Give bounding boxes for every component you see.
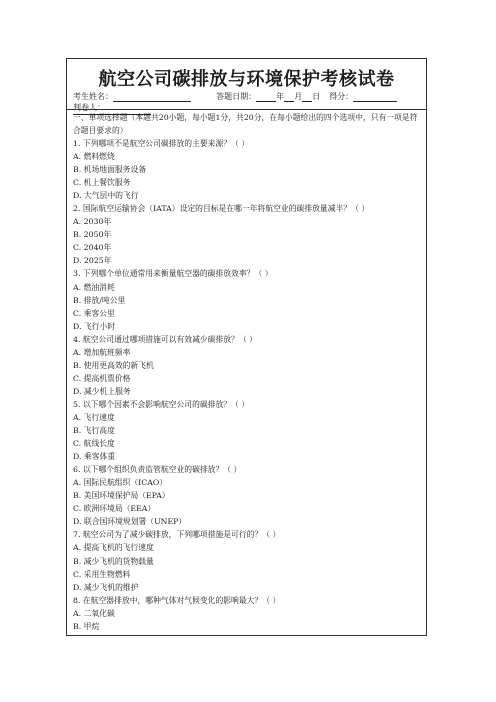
answer-option[interactable]: D. 飞行小时 — [73, 321, 116, 331]
answer-option[interactable]: A. 飞行速度 — [73, 412, 115, 422]
question-stem: 4. 航空公司通过哪项措施可以有效减少碳排放？（ ） — [73, 334, 257, 344]
question-stem: 5. 以下哪个因素不会影响航空公司的碳排放？（ ） — [73, 399, 250, 409]
date-label: 答题日期： — [216, 92, 257, 101]
answer-option[interactable]: D. 减少飞机的维护 — [73, 582, 139, 592]
grader-label: 判卷人： — [73, 103, 105, 112]
answer-option[interactable]: B. 使用更高效的新飞机 — [73, 360, 154, 370]
answer-option[interactable]: B. 飞行高度 — [73, 426, 115, 436]
answer-option[interactable]: C. 航线长度 — [73, 439, 115, 449]
answer-option[interactable]: A. 国际民航组织（ICAO） — [73, 478, 168, 488]
answer-option[interactable]: A. 燃油消耗 — [73, 282, 115, 292]
answer-option[interactable]: C. 提高机票价格 — [73, 373, 131, 383]
answer-option[interactable]: B. 甲烷 — [73, 621, 100, 631]
name-label: 考生姓名： — [73, 92, 113, 101]
year-field[interactable] — [256, 92, 276, 102]
answer-option[interactable]: D. 减少机上服务 — [73, 386, 131, 396]
day-field[interactable] — [302, 92, 312, 102]
question-list — [73, 111, 420, 633]
answer-option[interactable]: A. 增加航班频率 — [73, 347, 131, 357]
answer-option[interactable]: B. 减少飞机的货物载量 — [73, 556, 154, 566]
year-label: 年 — [276, 92, 285, 101]
answer-option[interactable]: C. 采用生物燃料 — [73, 569, 131, 579]
answer-option[interactable]: B. 2050年 — [73, 230, 112, 240]
answer-option[interactable]: B. 美国环境保护局（EPA） — [73, 491, 170, 501]
header-divider — [67, 109, 426, 110]
answer-option[interactable]: C. 乘客公里 — [73, 308, 115, 318]
answer-option[interactable]: C. 机上餐饮服务 — [73, 178, 131, 188]
month-label: 月 — [294, 92, 303, 101]
answer-option[interactable]: B. 排放/吨公里 — [73, 295, 126, 305]
question-stem: 7. 航空公司为了减少碳排放，下列哪项措施是可行的？（ ） — [73, 530, 281, 540]
answer-option[interactable]: C. 欧洲环境局（EEA） — [73, 504, 156, 514]
answer-option[interactable]: A. 提高飞机的飞行速度 — [73, 543, 154, 553]
answer-option[interactable]: D. 2025年 — [73, 256, 112, 266]
section-instruction: 一、单项选择题（本题共20小题，每小题1分，共20分，在每小题给出的四个选项中，只有一项是符合题目要求的） — [73, 113, 418, 135]
name-field[interactable] — [113, 92, 191, 102]
exam-title: 航空公司碳排放与环境保护考核试卷 — [98, 69, 395, 90]
score-field[interactable] — [353, 92, 397, 102]
answer-option[interactable]: B. 机场地面服务设备 — [73, 165, 147, 175]
question-stem: 8. 在航空器排放中，哪种气体对气候变化的影响最大？（ ） — [73, 595, 281, 605]
answer-option[interactable]: A. 燃料燃烧 — [73, 152, 115, 162]
question-stem: 3. 下列哪个单位通常用来衡量航空器的碳排放效率？（ ） — [73, 269, 273, 279]
question-stem: 2. 国际航空运输协会（IATA）设定的目标是在哪一年将航空业的碳排放量减半？（ ） — [73, 204, 370, 214]
answer-option[interactable]: D. 联合国环境规划署（UNEP） — [73, 517, 187, 527]
score-label: 得分： — [329, 92, 354, 101]
answer-option[interactable]: D. 大气层中的飞行 — [73, 191, 139, 201]
month-field[interactable] — [284, 92, 294, 102]
question-stem: 1. 下列哪项不是航空公司碳排放的主要来源？（ ） — [73, 139, 250, 148]
exam-paper — [66, 58, 427, 636]
answer-option[interactable]: A. 二氧化碳 — [73, 608, 115, 618]
answer-option[interactable]: D. 乘客体重 — [73, 452, 116, 462]
answer-option[interactable]: C. 2040年 — [73, 243, 112, 253]
question-stem: 6. 以下哪个组织负责监管航空业的碳排放？（ ） — [73, 465, 242, 475]
answer-option[interactable]: A. 2030年 — [73, 217, 112, 227]
day-label: 日 — [312, 92, 321, 101]
